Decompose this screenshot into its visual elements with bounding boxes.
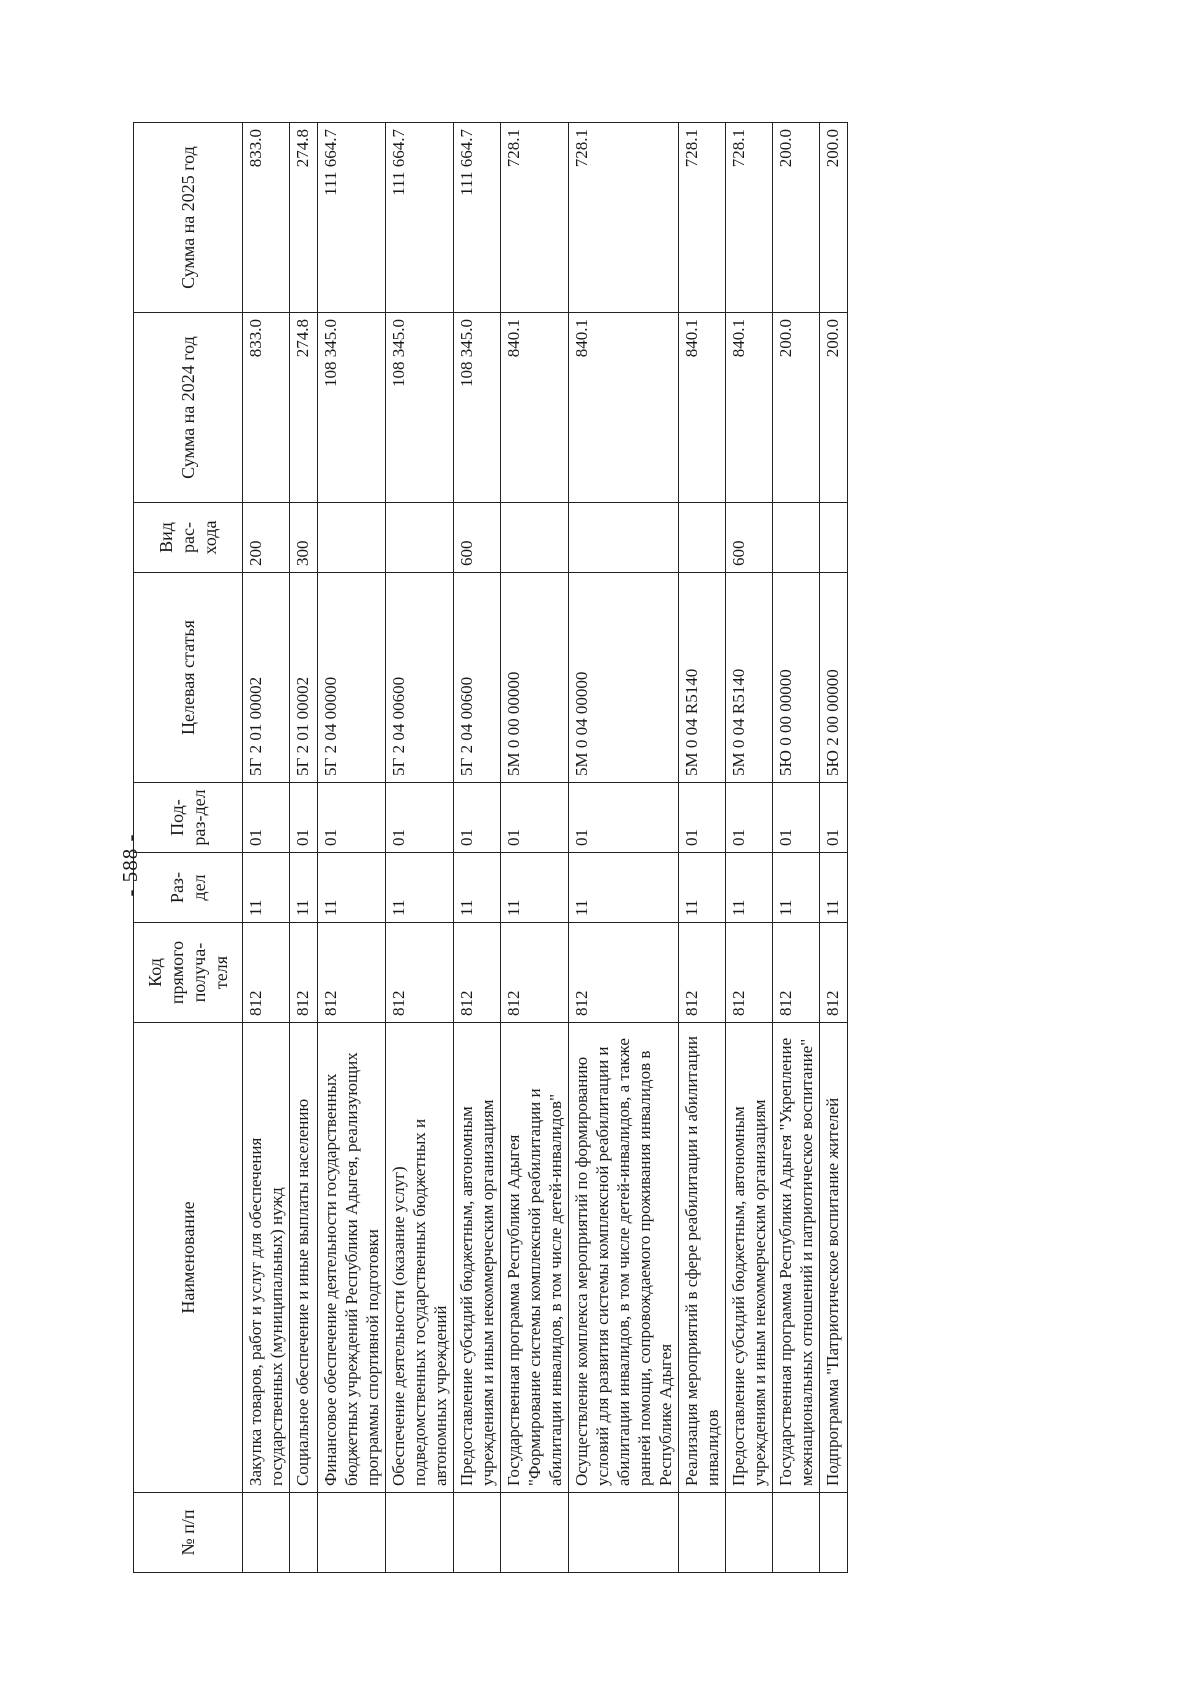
cell-subsection: 01 — [726, 783, 773, 853]
cell-name: Государственная программа Республики Адыгея "Укрепление межнациональных отношений и патриотическое воспитание" — [773, 1023, 820, 1493]
cell-target-article: 5М 0 04 R5140 — [679, 573, 726, 783]
cell-section: 11 — [386, 853, 454, 923]
cell-section: 11 — [569, 853, 679, 923]
cell-sum-2024: 840.1 — [679, 313, 726, 503]
cell-expense-type: 600 — [726, 503, 773, 573]
cell-sum-2025: 274.8 — [290, 123, 318, 313]
cell-target-article: 5М 0 00 00000 — [501, 573, 569, 783]
table-body — [243, 123, 848, 1573]
table-row — [290, 123, 318, 1573]
header-recipient-code: Код прямого получа-теля — [134, 923, 243, 1023]
cell-target-article: 5М 0 04 R5140 — [726, 573, 773, 783]
cell-sum-2024: 840.1 — [569, 313, 679, 503]
cell-number — [501, 1493, 569, 1573]
cell-name: Предоставление субсидий бюджетным, автономным учреждениям и иным некоммерческим организациям — [726, 1023, 773, 1493]
cell-recipient-code: 812 — [569, 923, 679, 1023]
cell-target-article: 5Г 2 04 00600 — [454, 573, 501, 783]
cell-sum-2025: 728.1 — [501, 123, 569, 313]
cell-section: 11 — [501, 853, 569, 923]
cell-name: Осуществление комплекса мероприятий по формированию условий для развития системы комплексной реабилитации и абилитации инвалидов, в том числе детей-инвалидов, а также ранней помощи, сопровождаемого проживания инвалидов в Республике Адыгея — [569, 1023, 679, 1493]
cell-sum-2024: 274.8 — [290, 313, 318, 503]
cell-subsection: 01 — [290, 783, 318, 853]
cell-number — [318, 1493, 386, 1573]
header-section: Раз-дел — [134, 853, 243, 923]
cell-name: Социальное обеспечение и иные выплаты населению — [290, 1023, 318, 1493]
table-row — [243, 123, 290, 1573]
cell-sum-2024: 108 345.0 — [386, 313, 454, 503]
cell-sum-2025: 728.1 — [726, 123, 773, 313]
cell-number — [726, 1493, 773, 1573]
cell-expense-type: 600 — [454, 503, 501, 573]
cell-target-article: 5Ю 0 00 00000 — [773, 573, 820, 783]
cell-expense-type: 200 — [243, 503, 290, 573]
cell-section: 11 — [290, 853, 318, 923]
cell-sum-2025: 833.0 — [243, 123, 290, 313]
table-row — [318, 123, 386, 1573]
header-name: Наименование — [134, 1023, 243, 1493]
cell-section: 11 — [454, 853, 501, 923]
cell-number — [679, 1493, 726, 1573]
cell-subsection: 01 — [501, 783, 569, 853]
cell-target-article: 5Г 2 01 00002 — [290, 573, 318, 783]
cell-subsection: 01 — [318, 783, 386, 853]
cell-expense-type — [773, 503, 820, 573]
cell-sum-2024: 200.0 — [773, 313, 820, 503]
cell-name: Предоставление субсидий бюджетным, автономным учреждениям и иным некоммерческим организациям — [454, 1023, 501, 1493]
cell-recipient-code: 812 — [501, 923, 569, 1023]
budget-table — [133, 122, 848, 1573]
cell-recipient-code: 812 — [318, 923, 386, 1023]
cell-sum-2024: 108 345.0 — [454, 313, 501, 503]
cell-sum-2024: 108 345.0 — [318, 313, 386, 503]
cell-recipient-code: 812 — [820, 923, 848, 1023]
table-row — [501, 123, 569, 1573]
cell-name: Закупка товаров, работ и услуг для обеспечения государственных (муниципальных) нужд — [243, 1023, 290, 1493]
cell-recipient-code: 812 — [726, 923, 773, 1023]
cell-subsection: 01 — [569, 783, 679, 853]
table-row — [820, 123, 848, 1573]
cell-number — [454, 1493, 501, 1573]
table-row — [726, 123, 773, 1573]
cell-expense-type — [386, 503, 454, 573]
cell-section: 11 — [773, 853, 820, 923]
cell-sum-2024: 833.0 — [243, 313, 290, 503]
cell-subsection: 01 — [386, 783, 454, 853]
cell-sum-2025: 111 664.7 — [454, 123, 501, 313]
cell-recipient-code: 812 — [243, 923, 290, 1023]
cell-expense-type — [501, 503, 569, 573]
cell-number — [386, 1493, 454, 1573]
cell-sum-2025: 200.0 — [820, 123, 848, 313]
cell-sum-2024: 840.1 — [501, 313, 569, 503]
cell-expense-type — [569, 503, 679, 573]
cell-sum-2025: 728.1 — [679, 123, 726, 313]
cell-section: 11 — [243, 853, 290, 923]
cell-section: 11 — [820, 853, 848, 923]
cell-target-article: 5Г 2 04 00600 — [386, 573, 454, 783]
cell-target-article: 5Г 2 01 00002 — [243, 573, 290, 783]
cell-target-article: 5М 0 04 00000 — [569, 573, 679, 783]
cell-subsection: 01 — [820, 783, 848, 853]
cell-recipient-code: 812 — [454, 923, 501, 1023]
cell-number — [243, 1493, 290, 1573]
header-expense-type: Вид рас-хода — [134, 503, 243, 573]
rotated-table-container — [133, 123, 1035, 1573]
cell-recipient-code: 812 — [386, 923, 454, 1023]
cell-target-article: 5Г 2 04 00000 — [318, 573, 386, 783]
cell-subsection: 01 — [454, 783, 501, 853]
table-row — [679, 123, 726, 1573]
cell-sum-2025: 728.1 — [569, 123, 679, 313]
cell-recipient-code: 812 — [773, 923, 820, 1023]
cell-sum-2024: 840.1 — [726, 313, 773, 503]
table-row — [569, 123, 679, 1573]
cell-expense-type: 300 — [290, 503, 318, 573]
table-row — [454, 123, 501, 1573]
cell-sum-2024: 200.0 — [820, 313, 848, 503]
cell-sum-2025: 200.0 — [773, 123, 820, 313]
cell-subsection: 01 — [243, 783, 290, 853]
cell-subsection: 01 — [773, 783, 820, 853]
cell-name: Государственная программа Республики Адыгея "Формирование системы комплексной реабилитации и абилитации инвалидов, в том числе детей-инвалидов" — [501, 1023, 569, 1493]
page-number: - 588 - — [118, 833, 142, 897]
header-sum-2025: Сумма на 2025 год — [134, 123, 243, 313]
cell-expense-type — [820, 503, 848, 573]
cell-expense-type — [318, 503, 386, 573]
header-sum-2024: Сумма на 2024 год — [134, 313, 243, 503]
cell-number — [290, 1493, 318, 1573]
table-row — [386, 123, 454, 1573]
header-number: № п/п — [134, 1493, 243, 1573]
cell-section: 11 — [679, 853, 726, 923]
header-row — [134, 123, 243, 1573]
cell-expense-type — [679, 503, 726, 573]
cell-number — [569, 1493, 679, 1573]
cell-sum-2025: 111 664.7 — [318, 123, 386, 313]
cell-target-article: 5Ю 2 00 00000 — [820, 573, 848, 783]
header-subsection: Под-раз-дел — [134, 783, 243, 853]
cell-name: Финансовое обеспечение деятельности государственных бюджетных учреждений Республики Адыгея, реализующих программы спортивной подготовки — [318, 1023, 386, 1493]
cell-subsection: 01 — [679, 783, 726, 853]
cell-name: Подпрограмма "Патриотическое воспитание жителей — [820, 1023, 848, 1493]
cell-sum-2025: 111 664.7 — [386, 123, 454, 313]
cell-number — [773, 1493, 820, 1573]
cell-name: Обеспечение деятельности (оказание услуг) подведомственных государственных бюджетных и автономных учреждений — [386, 1023, 454, 1493]
cell-name: Реализация мероприятий в сфере реабилитации и абилитации инвалидов — [679, 1023, 726, 1493]
header-target-article: Целевая статья — [134, 573, 243, 783]
cell-section: 11 — [318, 853, 386, 923]
table-row — [773, 123, 820, 1573]
cell-number — [820, 1493, 848, 1573]
cell-recipient-code: 812 — [679, 923, 726, 1023]
cell-section: 11 — [726, 853, 773, 923]
cell-recipient-code: 812 — [290, 923, 318, 1023]
